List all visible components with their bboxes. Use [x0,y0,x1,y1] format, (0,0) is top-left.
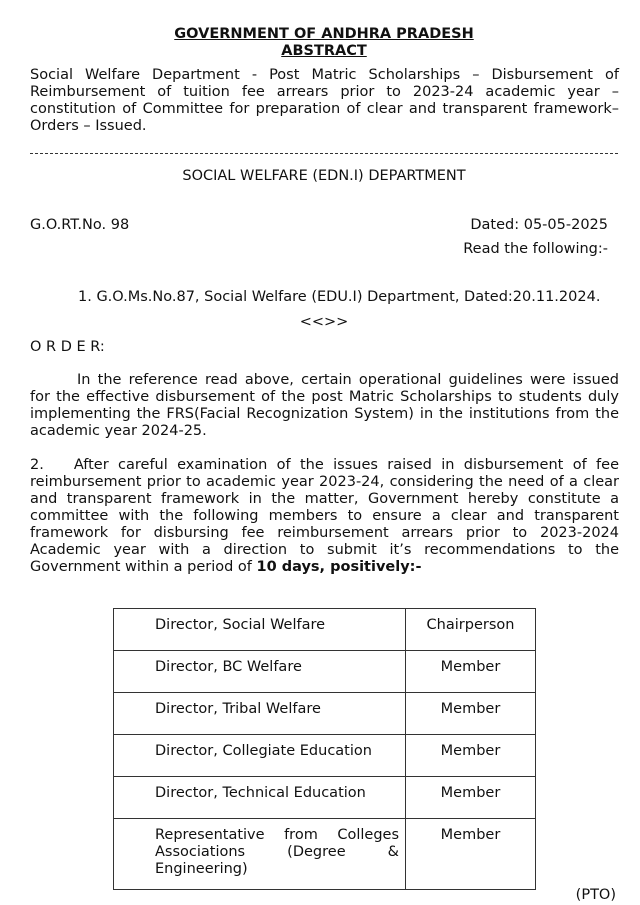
committee-table [113,608,536,890]
paragraph-number: 2. [30,457,44,473]
member-name: Director, BC Welfare [114,651,406,693]
table-row [114,777,536,819]
order-paragraph-2 [30,457,619,576]
member-name: Director, Technical Education [114,777,406,819]
go-number: G.O.RT.No. 98 [30,217,130,233]
member-name: Director, Tribal Welfare [114,693,406,735]
paragraph-text: After careful examination of the issues raised in disbursement of fee reimbursement prior to academic year 2023-24, considering the need of a clear and transparent framework in the matter, Government hereby constitute a committee with the following members to ensure a clear and transparent framework for disbursing fee reimbursement arrears prior to 2023-2024 Academic year with a direction to submit it’s recommendations to the Government within a period of [30,457,619,575]
member-role: Member [406,693,536,735]
member-name: Representative from Colleges Associations (Degree & Engineering) [114,819,406,890]
member-role: Member [406,777,536,819]
go-date: Dated: 05-05-2025 [470,217,608,233]
reference-separator: <<>> [299,314,349,330]
abstract-text: Social Welfare Department - Post Matric Scholarships – Disbursement of Reimbursement of tuition fee arrears prior to 2023-24 academic year – constitution of Committee for preparation of clear and transparent framework– Orders – Issued. [30,67,619,134]
order-paragraph-1: In the reference read above, certain operational guidelines were issued for the effective disbursement of the post Matric Scholarships to students duly implementing the FRS(Facial Recognization System) in the institutions from the academic year 2024-25. [30,372,619,439]
read-following: Read the following:- [463,241,608,257]
table-row [114,693,536,735]
deadline-separator: , [319,559,331,575]
dashed-separator [30,153,618,154]
reference-item: 1. G.O.Ms.No.87, Social Welfare (EDU.I) Department, Dated:20.11.2024. [78,289,601,305]
table-row [114,651,536,693]
positively-text: positively:- [330,559,422,575]
page-footer-pto: (PTO) [575,887,616,903]
member-name: Director, Collegiate Education [114,735,406,777]
member-role: Chairperson [406,609,536,651]
order-heading: O R D E R: [30,339,105,355]
table-row [114,609,536,651]
member-role: Member [406,651,536,693]
member-name: Director, Social Welfare [114,609,406,651]
member-role: Member [406,735,536,777]
member-role: Member [406,819,536,890]
government-title: GOVERNMENT OF ANDHRA PRADESH [174,26,474,42]
deadline-text: 10 days [256,559,320,575]
abstract-title: ABSTRACT [281,43,367,59]
table-row [114,735,536,777]
department-name: SOCIAL WELFARE (EDN.I) DEPARTMENT [182,168,466,184]
table-row [114,819,536,890]
